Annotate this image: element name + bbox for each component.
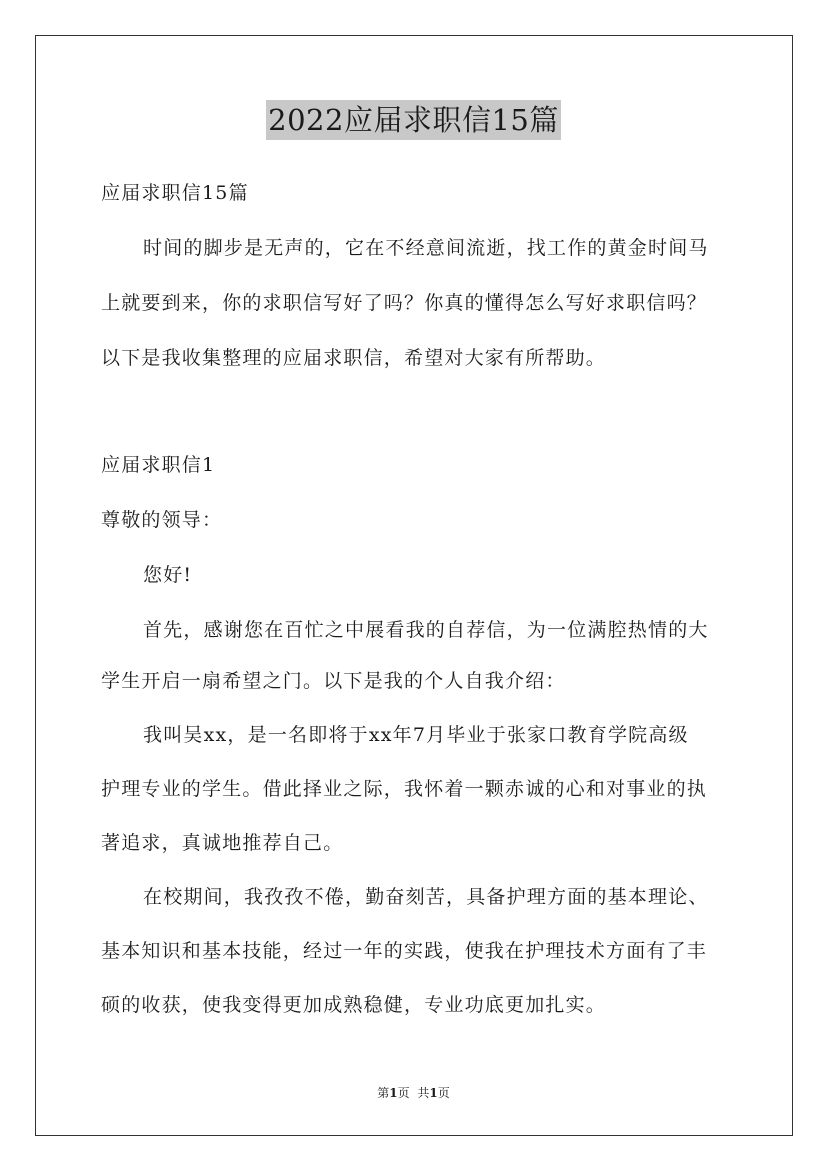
document-title: 2022应届求职信15篇 — [266, 100, 561, 140]
title-container — [0, 100, 827, 140]
footer-total-prefix: 共 — [417, 1086, 430, 1100]
footer-page-suffix: 页 — [397, 1086, 410, 1100]
paragraph-line: 护理专业的学生。借此择业之际，我怀着一颗赤诚的心和对事业的执 — [101, 778, 708, 800]
paragraph-line: 基本知识和基本技能，经过一年的实践，使我在护理技术方面有了丰 — [101, 940, 708, 962]
footer-page-prefix: 第 — [377, 1086, 390, 1100]
footer-total-suffix: 页 — [437, 1086, 450, 1100]
footer-total-number: 1 — [429, 1086, 438, 1100]
section-heading: 应届求职信1 — [101, 454, 216, 476]
salutation: 尊敬的领导： — [101, 509, 223, 531]
paragraph-line: 首先，感谢您在百忙之中展看我的自荐信，为一位满腔热情的大 — [143, 619, 709, 641]
intro-line-3: 以下是我收集整理的应届求职信，希望对大家有所帮助。 — [101, 347, 607, 369]
paragraph-line: 著追求，真诚地推荐自己。 — [101, 832, 344, 854]
intro-line-1: 时间的脚步是无声的，它在不经意间流逝，找工作的黄金时间马 — [143, 237, 709, 259]
intro-line-2: 上就要到来，你的求职信写好了吗？你真的懂得怎么写好求职信吗？ — [101, 292, 708, 314]
footer-page-number: 1 — [389, 1086, 398, 1100]
paragraph-line: 学生开启一扇希望之门。以下是我的个人自我介绍： — [101, 670, 566, 692]
paragraph-line: 硕的收获，使我变得更加成熟稳健，专业功底更加扎实。 — [101, 994, 607, 1016]
paragraph-line: 在校期间，我孜孜不倦，勤奋刻苦，具备护理方面的基本理论、 — [143, 886, 709, 908]
paragraph-line: 我叫吴xx，是一名即将于xx年7月毕业于张家口教育学院高级 — [143, 724, 689, 746]
greeting: 您好! — [143, 564, 193, 586]
subtitle: 应届求职信15篇 — [101, 182, 249, 204]
page-footer — [0, 1085, 827, 1101]
